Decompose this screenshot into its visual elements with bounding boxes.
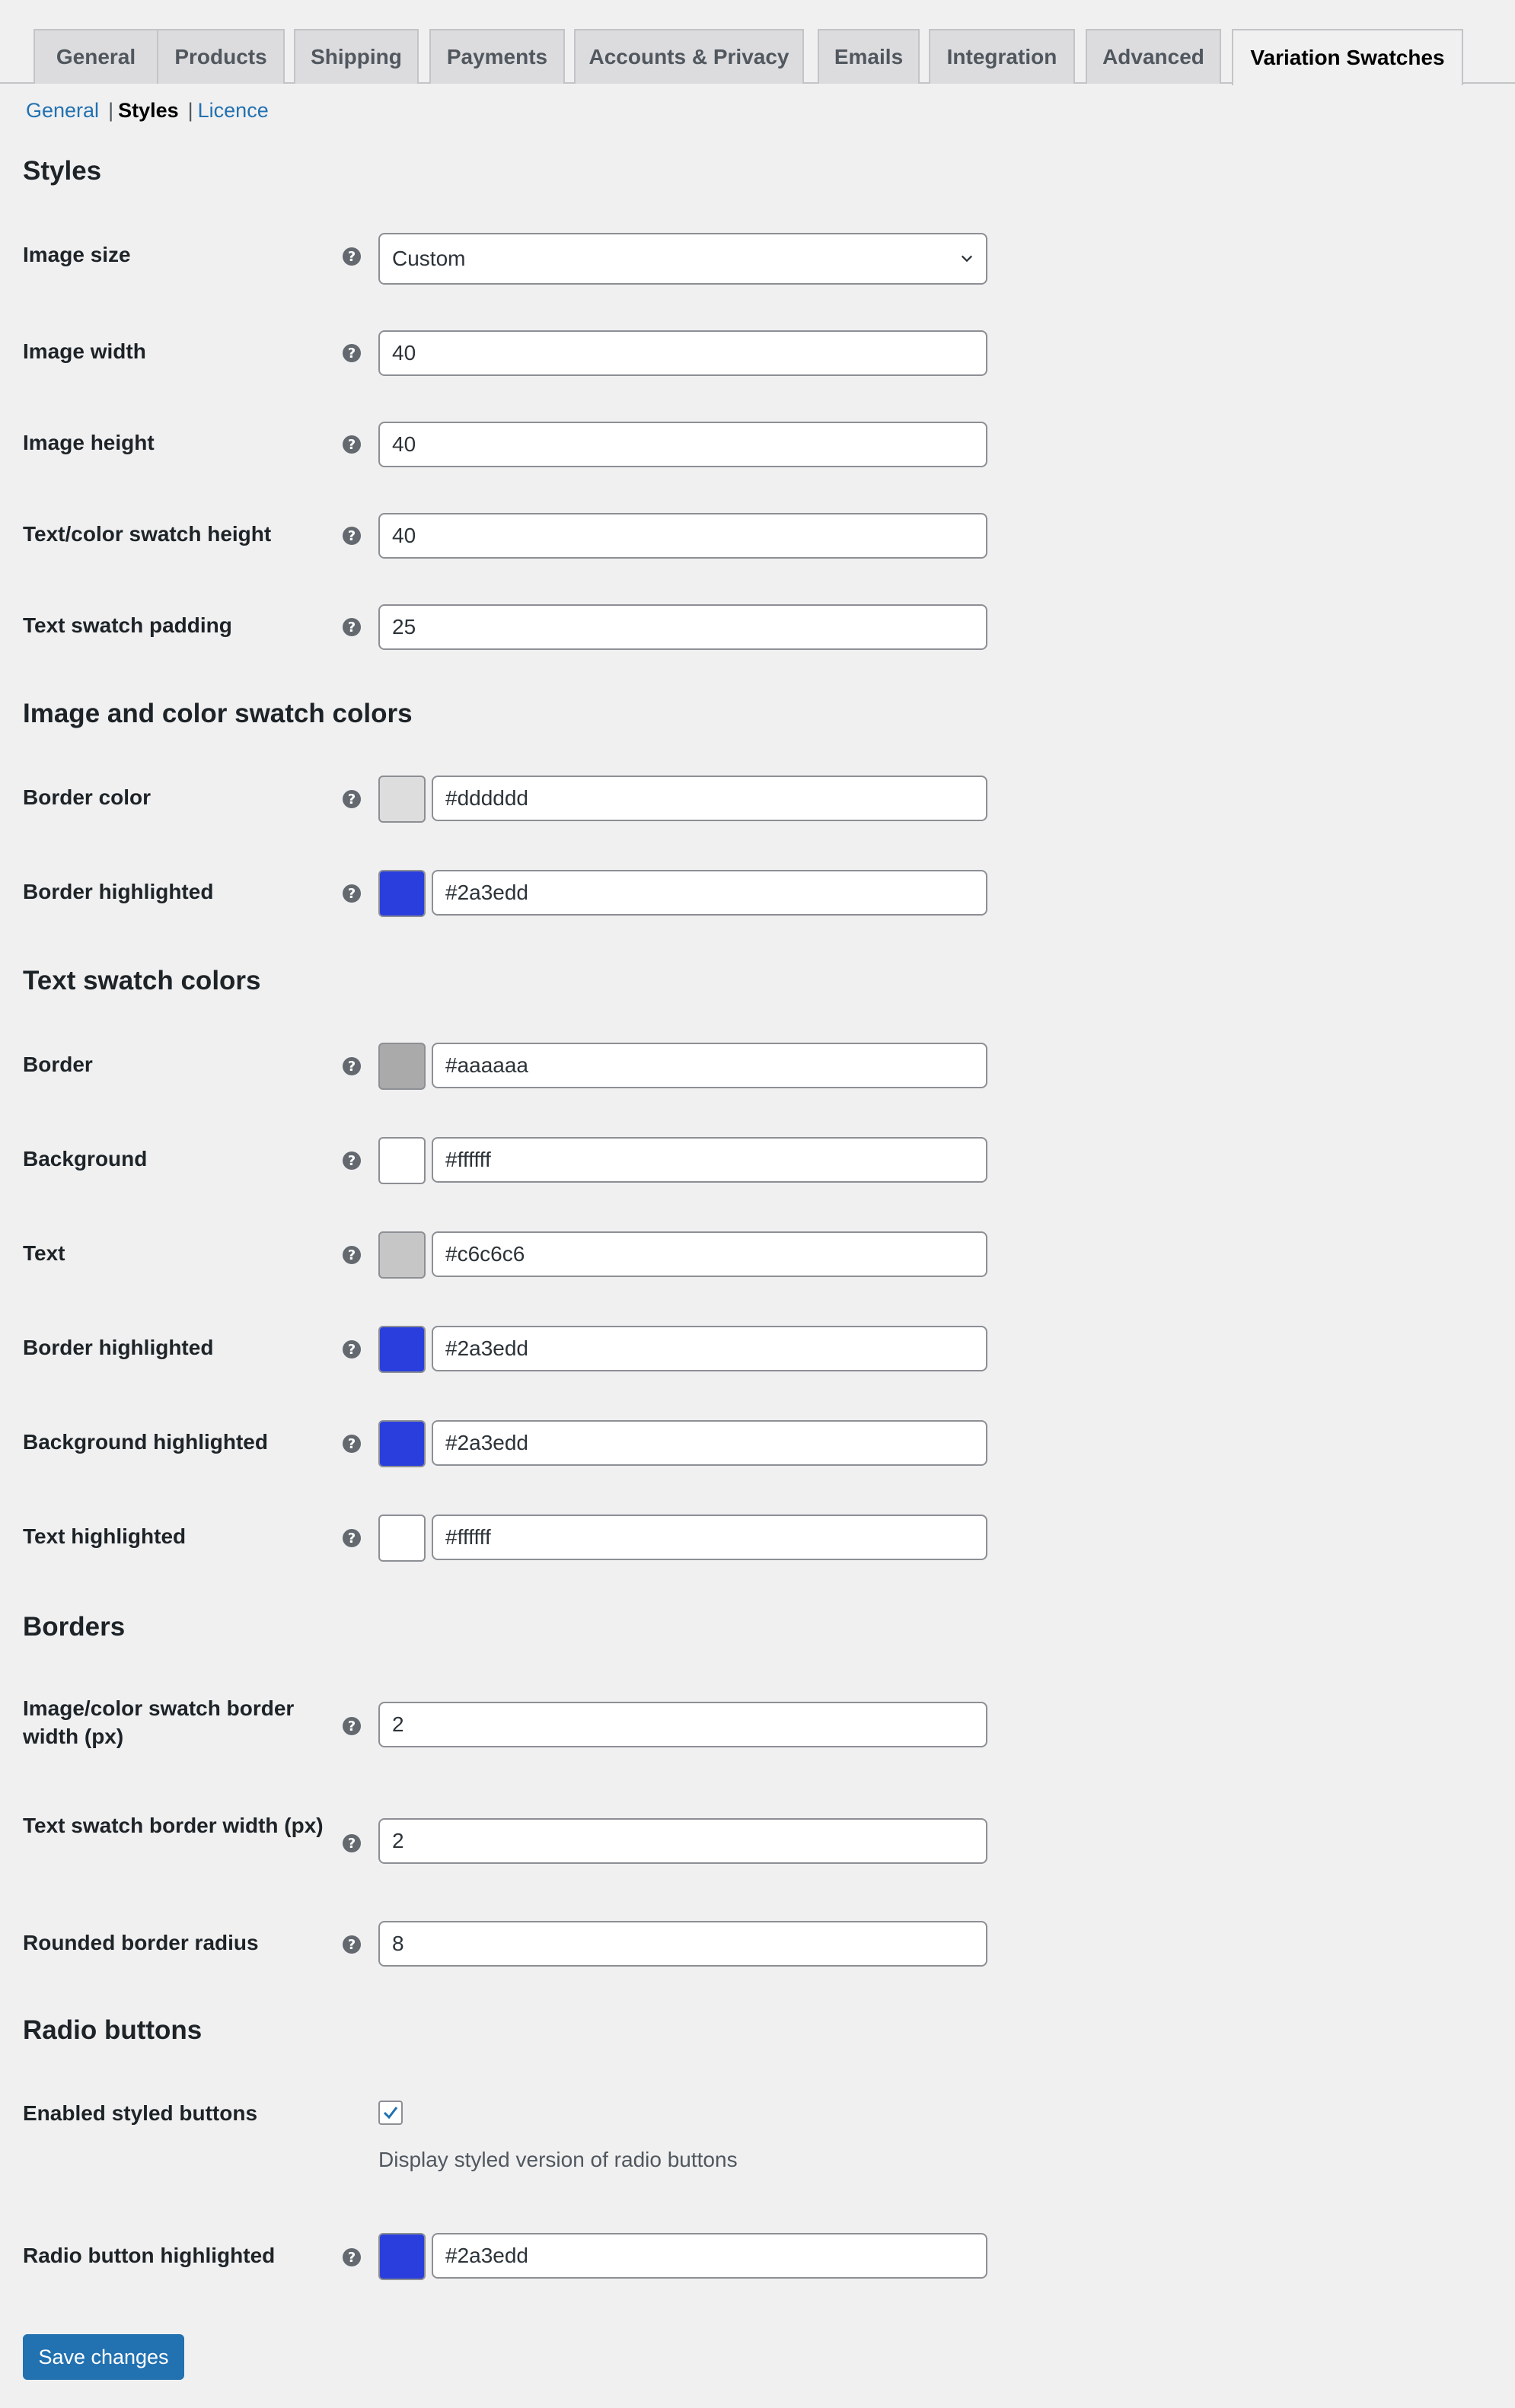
text-background-highlighted-label: Background highlighted	[23, 1430, 268, 1454]
text-padding-input[interactable]: 25	[378, 604, 987, 650]
help-icon[interactable]: ?	[343, 1529, 361, 1547]
help-icon[interactable]: ?	[343, 1340, 361, 1358]
help-icon[interactable]: ?	[343, 1057, 361, 1075]
help-icon[interactable]: ?	[343, 247, 361, 266]
image-border-width-input[interactable]: 2	[378, 1702, 987, 1747]
help-icon[interactable]: ?	[343, 618, 361, 636]
subnav-general[interactable]: General	[26, 99, 100, 122]
section-title-radio: Radio buttons	[23, 2015, 203, 2045]
subnav-separator: |	[187, 99, 193, 122]
text-color-swatch[interactable]	[378, 1231, 426, 1279]
chevron-down-icon	[960, 252, 974, 266]
styled-buttons-label: Enabled styled buttons	[23, 2101, 258, 2125]
subnav-styles[interactable]: Styles	[118, 99, 179, 122]
help-icon[interactable]: ?	[343, 344, 361, 362]
tab-emails[interactable]: Emails	[818, 29, 920, 84]
save-changes-button[interactable]: Save changes	[23, 2334, 184, 2380]
text-text-highlighted-swatch[interactable]	[378, 1515, 426, 1562]
radio-highlighted-swatch[interactable]	[378, 2233, 426, 2280]
tab-integration[interactable]: Integration	[929, 29, 1075, 84]
border-highlighted-input[interactable]: #2a3edd	[432, 870, 987, 916]
text-color-label: Text	[23, 1241, 65, 1265]
text-text-highlighted-input[interactable]: #ffffff	[432, 1515, 987, 1560]
text-border-highlighted-input[interactable]: #2a3edd	[432, 1326, 987, 1371]
section-title-image-color: Image and color swatch colors	[23, 699, 413, 728]
section-title-borders: Borders	[23, 1612, 126, 1642]
border-color-label: Border color	[23, 785, 152, 809]
help-icon[interactable]: ?	[343, 527, 361, 545]
help-icon[interactable]: ?	[343, 435, 361, 454]
text-border-swatch[interactable]	[378, 1043, 426, 1090]
subnav-licence[interactable]: Licence	[197, 99, 269, 122]
image-size-label: Image size	[23, 243, 131, 266]
image-width-label: Image width	[23, 339, 146, 363]
swatch-height-input[interactable]: 40	[378, 513, 987, 559]
checkmark-icon	[382, 2104, 399, 2121]
text-background-highlighted-swatch[interactable]	[378, 1420, 426, 1467]
image-size-value: Custom	[392, 247, 466, 270]
help-icon[interactable]: ?	[343, 884, 361, 903]
radio-highlighted-input[interactable]: #2a3edd	[432, 2233, 987, 2279]
text-border-highlighted-swatch[interactable]	[378, 1326, 426, 1373]
styled-buttons-description: Display styled version of radio buttons	[378, 2148, 738, 2171]
tab-accounts-privacy[interactable]: Accounts & Privacy	[574, 29, 804, 84]
help-icon[interactable]: ?	[343, 1151, 361, 1170]
help-icon[interactable]: ?	[343, 1717, 361, 1735]
border-radius-label: Rounded border radius	[23, 1931, 259, 1954]
border-radius-input[interactable]: 8	[378, 1921, 987, 1967]
text-background-highlighted-input[interactable]: #2a3edd	[432, 1420, 987, 1466]
help-icon[interactable]: ?	[343, 1935, 361, 1954]
help-icon[interactable]: ?	[343, 1435, 361, 1453]
border-color-swatch[interactable]	[378, 776, 426, 823]
text-color-input[interactable]: #c6c6c6	[432, 1231, 987, 1277]
text-background-label: Background	[23, 1147, 148, 1171]
tab-general[interactable]: General	[33, 29, 158, 84]
settings-tab-bar	[0, 0, 1515, 84]
image-border-width-label: Image/color swatch border width (px)	[23, 1696, 295, 1748]
help-icon[interactable]: ?	[343, 1834, 361, 1852]
sub-navigation	[26, 99, 269, 123]
tab-products[interactable]: Products	[157, 29, 285, 84]
text-text-highlighted-label: Text highlighted	[23, 1524, 187, 1548]
border-highlighted-swatch[interactable]	[378, 870, 426, 917]
styled-buttons-checkbox[interactable]	[378, 2101, 403, 2125]
text-border-label: Border	[23, 1053, 93, 1076]
tab-advanced[interactable]: Advanced	[1086, 29, 1221, 84]
border-highlighted-label: Border highlighted	[23, 880, 214, 903]
tab-variation-swatches[interactable]: Variation Swatches	[1232, 29, 1463, 85]
text-border-width-input[interactable]: 2	[378, 1818, 987, 1864]
section-title-text-colors: Text swatch colors	[23, 966, 261, 995]
tab-payments[interactable]: Payments	[429, 29, 565, 84]
subnav-separator: |	[108, 99, 114, 122]
border-color-input[interactable]: #dddddd	[432, 776, 987, 821]
text-border-width-label: Text swatch border width (px)	[23, 1814, 324, 1837]
text-background-input[interactable]: #ffffff	[432, 1137, 987, 1183]
help-icon[interactable]: ?	[343, 1246, 361, 1264]
image-height-label: Image height	[23, 431, 155, 454]
section-title-styles: Styles	[23, 156, 102, 186]
help-icon[interactable]: ?	[343, 790, 361, 808]
text-padding-label: Text swatch padding	[23, 613, 232, 637]
radio-highlighted-label: Radio button highlighted	[23, 2244, 276, 2267]
help-icon[interactable]: ?	[343, 2248, 361, 2266]
text-border-input[interactable]: #aaaaaa	[432, 1043, 987, 1088]
image-width-input[interactable]: 40	[378, 330, 987, 376]
tab-shipping[interactable]: Shipping	[294, 29, 419, 84]
swatch-height-label: Text/color swatch height	[23, 522, 272, 546]
image-size-select[interactable]	[378, 233, 987, 285]
text-border-highlighted-label: Border highlighted	[23, 1336, 214, 1359]
image-height-input[interactable]: 40	[378, 422, 987, 467]
text-background-swatch[interactable]	[378, 1137, 426, 1184]
